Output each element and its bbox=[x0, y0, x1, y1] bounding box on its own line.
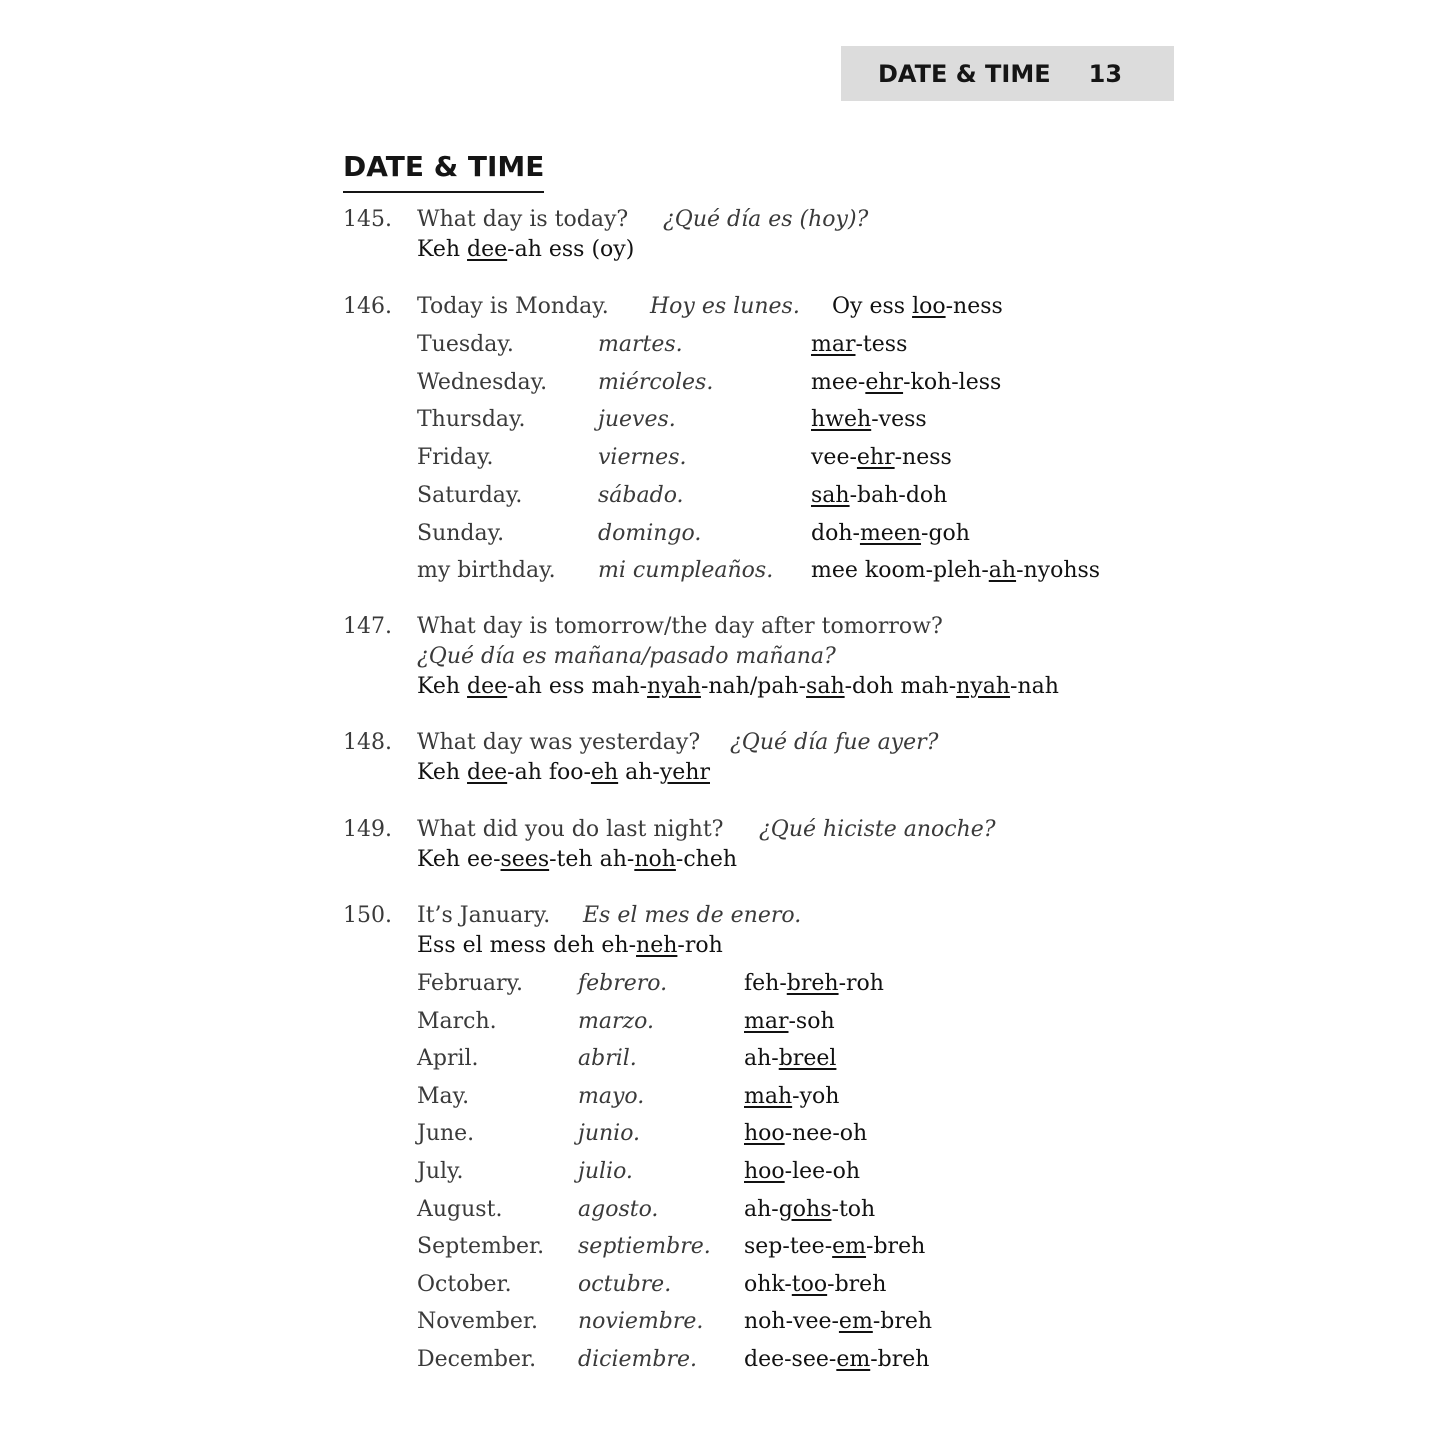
stressed-syllable: mah bbox=[744, 1083, 793, 1109]
vocab-pronunciation bbox=[744, 1345, 929, 1375]
stressed-syllable: sah bbox=[811, 482, 850, 508]
entry-number: 148. bbox=[343, 730, 392, 755]
syllable-text: -roh bbox=[838, 971, 884, 996]
syllable-text: -breh bbox=[872, 1309, 933, 1335]
syllable-text: -roh bbox=[677, 933, 723, 958]
vocab-spanish: domingo. bbox=[598, 520, 702, 546]
syllable-text: doh- bbox=[811, 520, 860, 546]
vocab-pronunciation bbox=[744, 1119, 867, 1149]
stressed-syllable: em bbox=[832, 1234, 867, 1260]
vocab-spanish: abril. bbox=[578, 1046, 637, 1072]
vocab-english: April. bbox=[417, 1046, 479, 1072]
vocab-pronunciation bbox=[744, 1157, 860, 1187]
pronunciation bbox=[417, 845, 737, 875]
stressed-syllable: hoo bbox=[744, 1159, 785, 1184]
vocab-english: Wednesday. bbox=[417, 369, 548, 395]
vocab-pronunciation bbox=[744, 969, 884, 999]
vocab-pronunciation bbox=[811, 405, 927, 435]
entry-number: 147. bbox=[343, 614, 392, 639]
vocab-spanish: febrero. bbox=[578, 971, 668, 996]
spanish-phrase: Hoy es lunes. bbox=[650, 294, 800, 319]
vocab-pronunciation bbox=[811, 368, 1001, 398]
vocab-english: November. bbox=[417, 1309, 538, 1335]
pronunciation bbox=[832, 292, 1003, 322]
entry-number: 150. bbox=[343, 903, 392, 928]
vocab-pronunciation bbox=[744, 1307, 932, 1337]
vocab-english: Saturday. bbox=[417, 482, 523, 508]
stressed-syllable: neh bbox=[636, 933, 678, 958]
syllable-text: Oy ess bbox=[832, 294, 913, 319]
page-number: 13 bbox=[1088, 59, 1123, 88]
spanish-phrase: ¿Qué día es (hoy)? bbox=[663, 207, 869, 232]
pronunciation bbox=[417, 931, 723, 961]
english-phrase: What did you do last night? bbox=[417, 817, 724, 842]
syllable-text: -toh bbox=[831, 1196, 876, 1222]
vocab-spanish: junio. bbox=[578, 1121, 641, 1147]
stressed-syllable: hweh bbox=[811, 407, 872, 433]
stressed-syllable: ehr bbox=[865, 369, 904, 395]
vocab-spanish: sábado. bbox=[598, 482, 684, 508]
syllable-text: -teh ah- bbox=[549, 847, 635, 872]
stressed-syllable: dee bbox=[467, 674, 508, 699]
english-phrase: What day is today? bbox=[417, 207, 629, 232]
syllable-text: mee- bbox=[811, 369, 866, 395]
stressed-syllable: dee bbox=[467, 237, 508, 262]
vocab-english: September. bbox=[417, 1234, 545, 1260]
running-head-label: DATE & TIME bbox=[878, 59, 1051, 88]
vocab-spanish: jueves. bbox=[598, 407, 676, 433]
syllable-text: -lee-oh bbox=[784, 1159, 861, 1184]
entry-number: 149. bbox=[343, 817, 392, 842]
syllable-text: Keh bbox=[417, 237, 468, 262]
syllable-text: -bah-doh bbox=[849, 482, 948, 508]
stressed-syllable: too bbox=[791, 1271, 828, 1297]
syllable-text: dee-see- bbox=[744, 1347, 837, 1372]
stressed-syllable: mar bbox=[744, 1008, 789, 1034]
section-title: DATE & TIME bbox=[343, 149, 544, 193]
syllable-text: Keh bbox=[417, 760, 468, 785]
stressed-syllable: breh bbox=[786, 971, 839, 996]
stressed-syllable: sees bbox=[500, 847, 550, 872]
syllable-text: -soh bbox=[788, 1008, 835, 1034]
english-phrase: What day is tomorrow/the day after tomorrow? bbox=[417, 614, 943, 639]
stressed-syllable: nyah bbox=[647, 674, 701, 699]
vocab-english: Friday. bbox=[417, 445, 494, 471]
stressed-syllable: ehr bbox=[856, 445, 895, 471]
pronunciation bbox=[417, 758, 710, 788]
vocab-english: August. bbox=[417, 1196, 503, 1222]
stressed-syllable: breel bbox=[778, 1046, 837, 1072]
stressed-syllable: em bbox=[838, 1309, 873, 1335]
syllable-text: -ness bbox=[894, 445, 952, 471]
vocab-english: October. bbox=[417, 1271, 512, 1297]
vocab-pronunciation bbox=[811, 556, 1100, 586]
syllable-text: Keh ee- bbox=[417, 847, 501, 872]
vocab-pronunciation bbox=[744, 1082, 839, 1112]
vocab-english: Sunday. bbox=[417, 520, 505, 546]
english-phrase: It’s January. bbox=[417, 903, 551, 928]
syllable-text: -nyohss bbox=[1016, 558, 1101, 584]
spanish-phrase: Es el mes de enero. bbox=[583, 903, 802, 928]
english-phrase: Today is Monday. bbox=[417, 294, 609, 319]
vocab-spanish: agosto. bbox=[578, 1196, 659, 1222]
vocab-pronunciation bbox=[744, 1232, 925, 1262]
syllable-text: -nah bbox=[1010, 674, 1059, 699]
vocab-spanish: mi cumpleaños. bbox=[598, 558, 774, 584]
vocab-pronunciation bbox=[744, 1270, 886, 1300]
stressed-syllable: nyah bbox=[956, 674, 1011, 699]
stressed-syllable: noh bbox=[634, 847, 676, 872]
vocab-english: May. bbox=[417, 1083, 470, 1109]
stressed-syllable: yehr bbox=[659, 760, 710, 785]
syllable-text: sep-tee- bbox=[744, 1234, 833, 1260]
running-head bbox=[841, 46, 1174, 101]
syllable-text: -nee-oh bbox=[784, 1121, 868, 1147]
syllable-text: -tess bbox=[855, 332, 908, 357]
vocab-pronunciation bbox=[744, 1007, 835, 1037]
vocab-spanish: martes. bbox=[598, 332, 683, 357]
stressed-syllable: eh bbox=[590, 760, 619, 785]
syllable-text: -ah foo- bbox=[507, 760, 591, 785]
syllable-text: -doh mah- bbox=[844, 674, 957, 699]
english-phrase: What day was yesterday? bbox=[417, 730, 701, 755]
syllable-text: -koh-less bbox=[903, 369, 1002, 395]
vocab-english: March. bbox=[417, 1008, 497, 1034]
vocab-english: my birthday. bbox=[417, 558, 556, 584]
vocab-spanish: mayo. bbox=[578, 1083, 645, 1109]
stressed-syllable: gohs bbox=[778, 1196, 832, 1222]
vocab-pronunciation bbox=[811, 443, 952, 473]
stressed-syllable: ah bbox=[988, 558, 1017, 584]
syllable-text: -breh bbox=[870, 1347, 930, 1372]
syllable-text: -ah ess mah- bbox=[507, 674, 648, 699]
vocab-english: June. bbox=[417, 1121, 475, 1147]
syllable-text: ah- bbox=[618, 760, 660, 785]
syllable-text: -ah ess (oy) bbox=[507, 237, 635, 262]
vocab-spanish: miércoles. bbox=[598, 369, 714, 395]
vocab-pronunciation bbox=[811, 481, 947, 511]
entry-number: 146. bbox=[343, 294, 392, 319]
syllable-text: noh-vee- bbox=[744, 1309, 839, 1335]
vocab-pronunciation bbox=[811, 330, 907, 360]
syllable-text: -vess bbox=[871, 407, 927, 433]
vocab-spanish: viernes. bbox=[598, 445, 687, 471]
syllable-text: ah- bbox=[744, 1196, 779, 1222]
syllable-text: mee koom-pleh- bbox=[811, 558, 989, 584]
stressed-syllable: meen bbox=[859, 520, 922, 546]
vocab-spanish: octubre. bbox=[578, 1271, 672, 1297]
vocab-english: Thursday. bbox=[417, 407, 526, 433]
vocab-pronunciation bbox=[744, 1195, 875, 1225]
syllable-text: -yoh bbox=[792, 1083, 840, 1109]
vocab-english: December. bbox=[417, 1347, 537, 1372]
entry-number: 145. bbox=[343, 207, 392, 232]
syllable-text: feh- bbox=[744, 971, 787, 996]
stressed-syllable: loo bbox=[912, 294, 946, 319]
vocab-spanish: noviembre. bbox=[578, 1309, 704, 1335]
spanish-phrase: ¿Qué hiciste anoche? bbox=[759, 817, 996, 842]
syllable-text: -goh bbox=[921, 520, 970, 546]
stressed-syllable: em bbox=[836, 1347, 871, 1372]
vocab-spanish: marzo. bbox=[578, 1008, 654, 1034]
pronunciation bbox=[417, 235, 634, 265]
syllable-text: -cheh bbox=[675, 847, 738, 872]
syllable-text: ohk- bbox=[744, 1271, 792, 1297]
vocab-pronunciation bbox=[811, 519, 970, 549]
pronunciation bbox=[417, 672, 1059, 702]
syllable-text: ah- bbox=[744, 1046, 779, 1072]
syllable-text: vee- bbox=[811, 445, 857, 471]
syllable-text: Keh bbox=[417, 674, 468, 699]
syllable-text: -breh bbox=[866, 1234, 926, 1260]
spanish-phrase: ¿Qué día fue ayer? bbox=[730, 730, 939, 755]
vocab-spanish: septiembre. bbox=[578, 1234, 711, 1260]
stressed-syllable: mar bbox=[811, 332, 856, 357]
spanish-phrase: ¿Qué día es mañana/pasado mañana? bbox=[417, 644, 836, 669]
stressed-syllable: sah bbox=[806, 674, 845, 699]
vocab-spanish: diciembre. bbox=[578, 1347, 697, 1372]
syllable-text: -breh bbox=[827, 1271, 887, 1297]
vocab-pronunciation bbox=[744, 1044, 836, 1074]
vocab-english: Tuesday. bbox=[417, 332, 514, 357]
vocab-spanish: julio. bbox=[578, 1159, 633, 1184]
stressed-syllable: hoo bbox=[744, 1121, 785, 1147]
syllable-text: -nah/pah- bbox=[700, 674, 807, 699]
vocab-english: February. bbox=[417, 971, 523, 996]
syllable-text: Ess el mess deh eh- bbox=[417, 933, 637, 958]
syllable-text: -ness bbox=[945, 294, 1003, 319]
vocab-english: July. bbox=[417, 1159, 464, 1184]
stressed-syllable: dee bbox=[467, 760, 508, 785]
